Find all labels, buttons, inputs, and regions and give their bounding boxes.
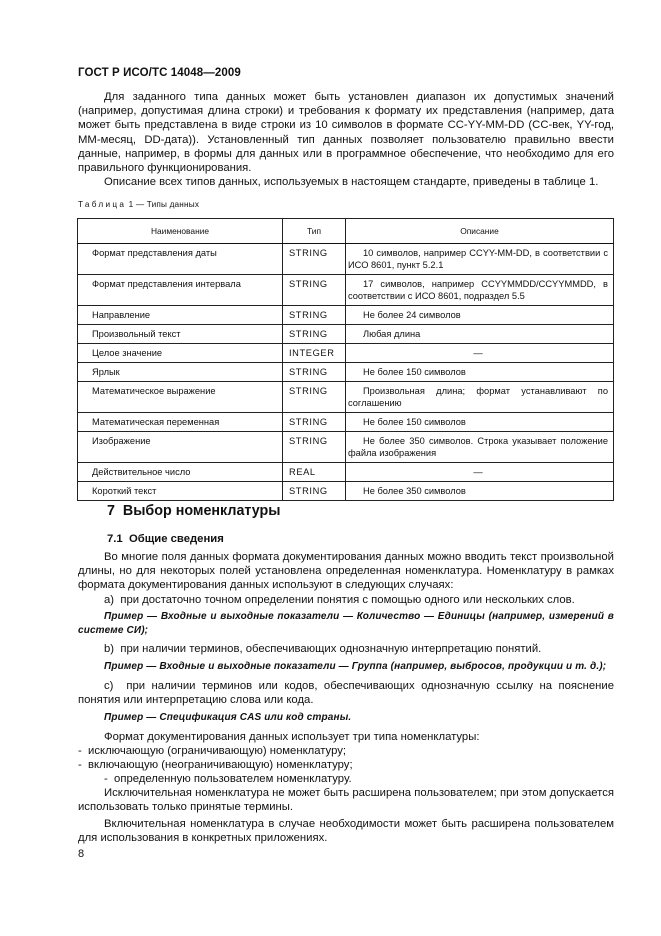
- section-heading: 7 Выбор номенклатуры: [107, 503, 281, 519]
- cell-name: Изображение: [78, 432, 283, 463]
- list-item-b: [78, 642, 614, 656]
- cell-description: —: [346, 463, 614, 482]
- intro-paragraph-2-text: Описание всех типов данных, используемых в настоящем стандарте, приведены в таблице 1.: [104, 176, 599, 188]
- cell-name: Ярлык: [78, 363, 283, 382]
- cell-type: STRING: [283, 432, 346, 463]
- cell-type: STRING: [283, 363, 346, 382]
- section-paragraph-2-text: Формат документирования данных использует три типа номенклатуры:: [104, 731, 480, 743]
- example-c: [78, 711, 614, 725]
- cell-description: —: [346, 344, 614, 363]
- column-header-type: Тип: [283, 219, 346, 244]
- column-header-description: Описание: [346, 219, 614, 244]
- section-paragraph-3-text: Исключительная номенклатура не может быть расширена пользователем; при этом допускается использовать только принятые термины.: [78, 787, 614, 814]
- table-row: [78, 325, 614, 344]
- cell-description: [346, 275, 614, 306]
- table-row: [78, 244, 614, 275]
- table-row: [78, 382, 614, 413]
- table-row: [78, 482, 614, 501]
- cell-description: [346, 382, 614, 413]
- cell-description-text: 10 символов, например CCYY-MM-DD, в соответствии с ИСО 8601, пункт 5.2.1: [348, 248, 608, 270]
- cell-description: [346, 482, 614, 501]
- cell-name: Формат представления даты: [78, 244, 283, 275]
- cell-description: [346, 363, 614, 382]
- table-caption-prefix: Таблица: [78, 200, 127, 209]
- table-row: [78, 432, 614, 463]
- section-paragraph-4: [78, 817, 614, 845]
- cell-description: [346, 325, 614, 344]
- intro-paragraph-1: [78, 90, 614, 175]
- cell-name: Короткий текст: [78, 482, 283, 501]
- example-a-text: Пример — Входные и выходные показатели — Количество — Единицы (например, измерений в системе СИ);: [78, 611, 614, 636]
- nomenclature-list-item: - определенную пользователем номенклатуру.: [104, 773, 352, 785]
- table-row: [78, 275, 614, 306]
- table-caption-title: 1 — Типы данных: [126, 200, 200, 209]
- section-paragraph-3: [78, 786, 614, 814]
- list-item-b-text: b) при наличии терминов, обеспечивающих однозначную интерпретацию понятий.: [104, 643, 542, 655]
- list-item-c: [78, 679, 618, 707]
- section-paragraph-2: [78, 730, 614, 744]
- cell-description-text: Не более 350 символов: [363, 486, 466, 496]
- document-header: ГОСТ Р ИСО/ТС 14048—2009: [78, 67, 241, 79]
- cell-name: Целое значение: [78, 344, 283, 363]
- cell-type: STRING: [283, 325, 346, 344]
- cell-description-text: Не более 150 символов: [363, 417, 466, 427]
- cell-description: [346, 306, 614, 325]
- example-b: [78, 660, 614, 674]
- cell-description: [346, 432, 614, 463]
- table-caption: [78, 200, 199, 209]
- cell-description-text: Не более 24 символов: [363, 310, 461, 320]
- table-header-row: [78, 219, 614, 244]
- cell-type: STRING: [283, 275, 346, 306]
- list-item-c-text: с) при наличии терминов или кодов, обеспечивающих однозначную ссылку на пояснение понятия или интерпретацию слова или кода.: [78, 680, 618, 707]
- subsection-heading: 7.1 Общие сведения: [107, 533, 224, 545]
- nomenclature-list-item: - включающую (неограничивающую) номенклатуру;: [78, 759, 353, 771]
- cell-name: Математическое выражение: [78, 382, 283, 413]
- cell-type: STRING: [283, 244, 346, 275]
- section-paragraph-4-text: Включительная номенклатура в случае необходимости может быть расширена пользователем для использования в конкретных приложениях.: [78, 818, 614, 845]
- example-a: [78, 610, 614, 638]
- cell-description-text: Не более 150 символов: [363, 367, 466, 377]
- cell-name: Произвольный текст: [78, 325, 283, 344]
- intro-paragraph-2: [78, 175, 614, 189]
- table-row: [78, 306, 614, 325]
- table-row: [78, 363, 614, 382]
- cell-description: [346, 244, 614, 275]
- cell-description-text: Произвольная длина; формат устанавливают по соглашению: [348, 386, 608, 408]
- column-header-name: Наименование: [78, 219, 283, 244]
- list-item-a: [78, 593, 614, 607]
- cell-name: Формат представления интервала: [78, 275, 283, 306]
- cell-name: Направление: [78, 306, 283, 325]
- nomenclature-list-item: - исключающую (ограничивающую) номенклатуру;: [78, 745, 347, 757]
- list-item-a-text: а) при достаточно точном определении понятия с помощью одного или нескольких слов.: [104, 594, 575, 606]
- table-row: [78, 463, 614, 482]
- cell-description-text: Не более 350 символов. Строка указывает положение файла изображения: [348, 436, 608, 458]
- cell-type: STRING: [283, 382, 346, 413]
- section-paragraph-1: [78, 550, 614, 593]
- cell-type: STRING: [283, 482, 346, 501]
- cell-name: Действительное число: [78, 463, 283, 482]
- cell-type: STRING: [283, 306, 346, 325]
- example-b-text: Пример — Входные и выходные показатели — Группа (например, выбросов, продукции и т. д.);: [104, 661, 607, 672]
- cell-description-text: Любая длина: [363, 329, 421, 339]
- cell-type: REAL: [283, 463, 346, 482]
- page-number: 8: [78, 848, 85, 860]
- intro-paragraph-1-text: Для заданного типа данных может быть установлен диапазон их допустимых значений (например, допустимая длина строки) и требования к формату их представления (например, дата может быть представлена в виде строки из 10 символов в формате CC-YY-MM-DD (CC-век, YY-год, MM-месяц, DD-дата)). Установленный тип данных позволяет пользователю правильно ввести данные, например, в формы для данных или в программное обеспечение, что необходимо для его правильного функционирования.: [78, 91, 614, 175]
- table-row: [78, 344, 614, 363]
- cell-description-text: 17 символов, например CCYYMMDD/CCYYMMDD, в соответствии с ИСО 8601, подраздел 5.5: [348, 279, 608, 301]
- data-types-table: [77, 218, 614, 501]
- table-row: [78, 413, 614, 432]
- cell-type: STRING: [283, 413, 346, 432]
- example-c-text: Пример — Спецификация CAS или код страны.: [104, 712, 352, 723]
- cell-description: [346, 413, 614, 432]
- section-paragraph-1-text: Во многие поля данных формата документирования данных можно вводить текст произвольной длины, но для некоторых полей установлена определенная номенклатура. Номенклатуру в рамках формата документирования данных используют в следующих случаях:: [78, 551, 614, 592]
- cell-type: INTEGER: [283, 344, 346, 363]
- cell-name: Математическая переменная: [78, 413, 283, 432]
